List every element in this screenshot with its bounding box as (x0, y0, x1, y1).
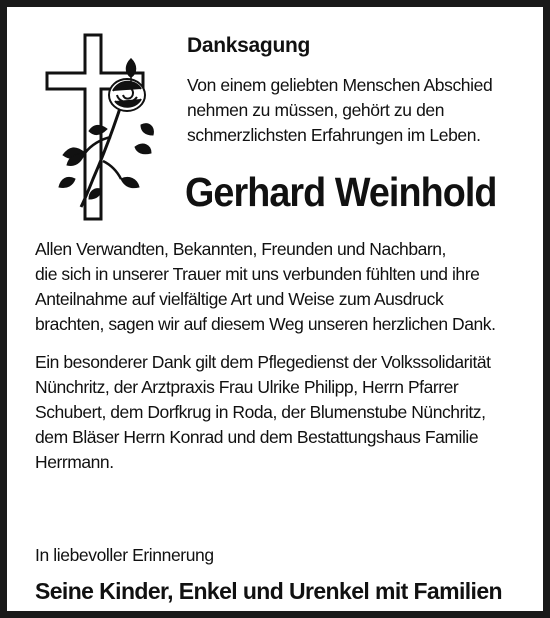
intro-text (187, 73, 527, 148)
intro-line: Von einem geliebten Menschen Abschied (187, 75, 493, 95)
paragraph-line: Herrmann. (35, 452, 114, 472)
notice-body (35, 237, 535, 475)
special-thanks-paragraph (35, 350, 535, 475)
thanks-paragraph (35, 237, 535, 337)
notice-header (187, 33, 527, 148)
paragraph-line: dem Bläser Herrn Konrad und dem Bestattungshaus Familie (35, 427, 479, 447)
deceased-name: Gerhard Weinhold (185, 169, 497, 215)
closing-phrase: In liebevoller Erinnerung (35, 545, 214, 565)
cross-with-rose-icon (45, 29, 165, 225)
notice-title: Danksagung (187, 34, 311, 57)
paragraph-line: Schubert, dem Dorfkrug in Roda, der Blumenstube Nünchritz, (35, 402, 486, 422)
paragraph-line: brachten, sagen wir auf diesem Weg unseren herzlichen Dank. (35, 314, 496, 334)
intro-line: nehmen zu müssen, gehört zu den (187, 100, 445, 120)
paragraph-line: Anteilnahme auf vielfältige Art und Weise zum Ausdruck (35, 289, 444, 309)
paragraph-line: die sich in unserer Trauer mit uns verbunden fühlten und ihre (35, 264, 480, 284)
paragraph-line: Allen Verwandten, Bekannten, Freunden und Nachbarn, (35, 239, 446, 259)
paragraph-line: Ein besonderer Dank gilt dem Pflegedienst der Volkssolidarität (35, 352, 491, 372)
family-signature: Seine Kinder, Enkel und Urenkel mit Familien (35, 578, 502, 604)
intro-line: schmerzlichsten Erfahrungen im Leben. (187, 125, 481, 145)
paragraph-line: Nünchritz, der Arztpraxis Frau Ulrike Philipp, Herrn Pfarrer (35, 377, 459, 397)
